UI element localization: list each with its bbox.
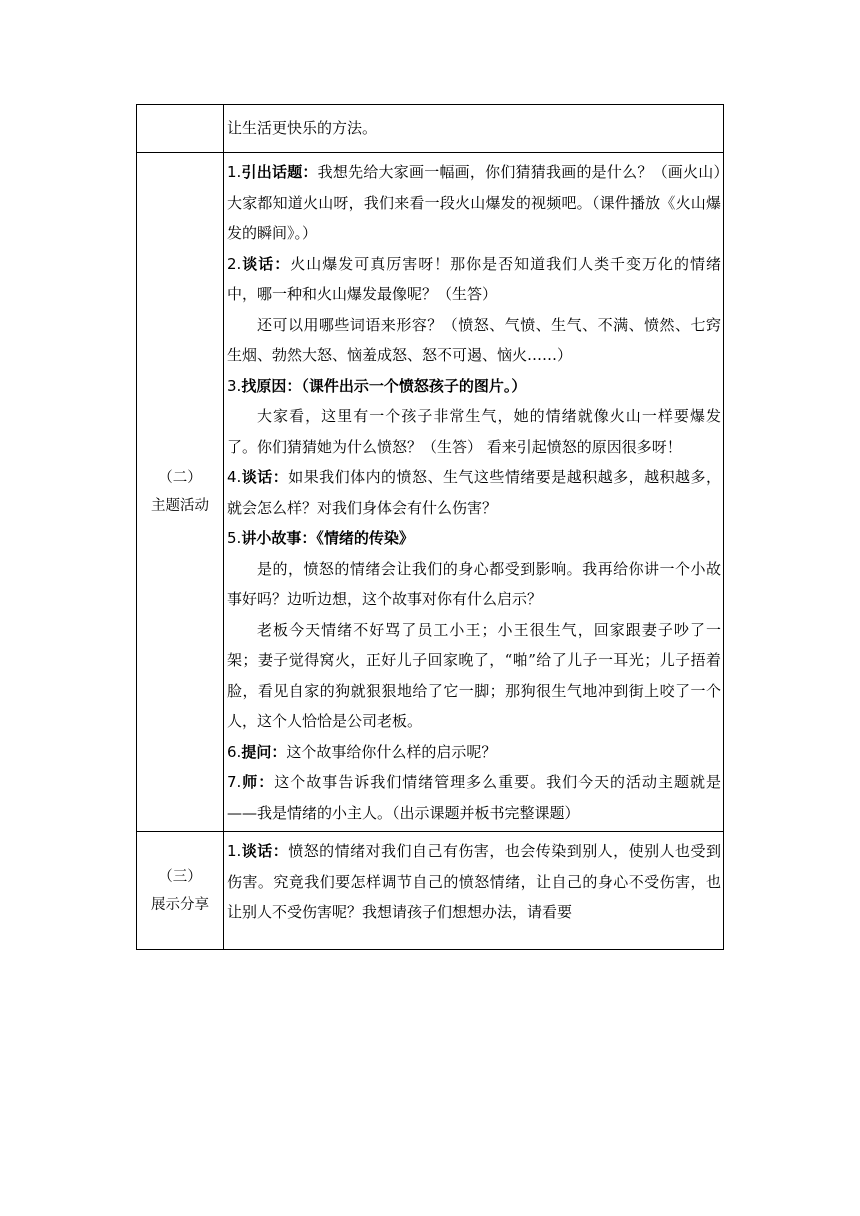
table-row xyxy=(137,153,724,832)
paragraph: 1.谈话：愤怒的情绪对我们自己有伤害，也会传染到别人，使别人也受到伤害。究竟我们要怎样调节自己的愤怒情绪，让自己的身心不受伤害，也让别人不受伤害呢？我想请孩子们想想办法，请看要 xyxy=(227,842,721,921)
paragraph: 还可以用哪些词语来形容？（愤怒、气愤、生气、不满、愤然、七窍生烟、勃然大怒、恼羞成怒、怒不可遏、恼火……） xyxy=(227,315,721,364)
section-number: （三） xyxy=(158,868,202,885)
paragraph: 3.找原因：（课件出示一个愤怒孩子的图片。） xyxy=(227,376,527,395)
table-row xyxy=(137,105,724,153)
row-content xyxy=(224,832,724,950)
paragraph: 老板今天情绪不好骂了员工小王；小王很生气，回家跟妻子吵了一架；妻子觉得窝火，正好儿子回家晚了，“啪”给了儿子一耳光；儿子捂着脸，看见自家的狗就狠狠地给了它一脚；那狗很生气地冲到街上咬了一个人，这个人恰恰是公司老板。 xyxy=(227,620,721,730)
paragraph: 是的，愤怒的情绪会让我们的身心都受到影响。我再给你讲一个小故事好吗？边听边想，这个故事对你有什么启示？ xyxy=(227,559,721,608)
paragraph: 6.提问：这个故事给你什么样的启示呢？ xyxy=(227,742,497,761)
lesson-plan-table xyxy=(136,104,724,950)
table-row xyxy=(137,832,724,950)
row-content xyxy=(224,153,724,832)
section-title: 展示分享 xyxy=(151,896,209,913)
section-title: 主题活动 xyxy=(151,498,209,514)
row-label-showcase xyxy=(137,832,224,950)
paragraph: 5.讲小故事：《情绪的传染》 xyxy=(227,529,414,547)
paragraph: 2.谈话：火山爆发可真厉害呀！那你是否知道我们人类千变万化的情绪中，哪一种和火山爆发最像呢？（生答） xyxy=(227,254,721,303)
row-label-empty xyxy=(137,105,224,153)
row-label-theme-activity xyxy=(137,153,224,832)
paragraph: 大家看，这里有一个孩子非常生气，她的情绪就像火山一样要爆发了。你们猜猜她为什么愤怒？（生答） 看来引起愤怒的原因很多呀！ xyxy=(227,407,721,456)
paragraph: 4.谈话：如果我们体内的愤怒、生气这些情绪要是越积越多，越积越多，就会怎么样？对我们身体会有什么伤害？ xyxy=(227,468,721,517)
paragraph: 1.引出话题：我想先给大家画一幅画，你们猜猜我画的是什么？（画火山）大家都知道火山呀，我们来看一段火山爆发的视频吧。（课件播放《火山爆发的瞬间》。） xyxy=(227,163,721,242)
row-content xyxy=(224,105,724,153)
paragraph: 让生活更快乐的方法。 xyxy=(227,119,378,137)
paragraph: 7.师：这个故事告诉我们情绪管理多么重要。我们今天的活动主题就是——我是情绪的小主人。（出示课题并板书完整课题） xyxy=(227,773,721,822)
section-number: （二） xyxy=(158,470,202,486)
